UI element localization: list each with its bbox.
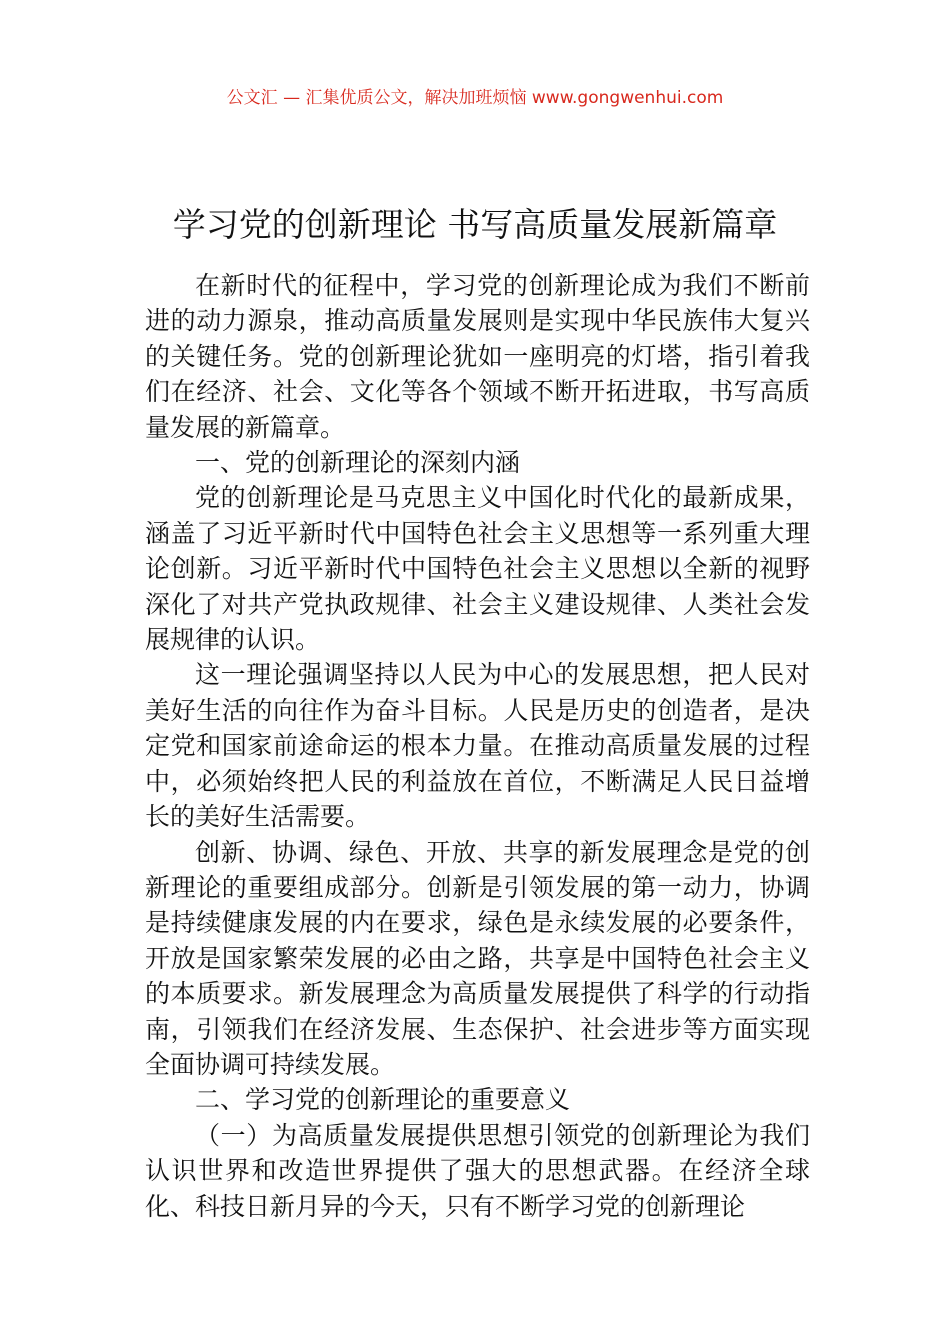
document-title: 学习党的创新理论 书写高质量发展新篇章	[172, 205, 778, 245]
section-heading-2: 二、学习党的创新理论的重要意义	[195, 1085, 571, 1115]
body-paragraph: 党的创新理论是马克思主义中国化时代化的最新成果，涵盖了习近平新时代中国特色社会主义思想等一系列重大理论创新。习近平新时代中国特色社会主义思想以全新的视野深化了对共产党执政规律、社会主义建设规律、人类社会发展规律的认识。	[145, 483, 810, 655]
intro-paragraph: 在新时代的征程中，学习党的创新理论成为我们不断前进的动力源泉，推动高质量发展则是实现中华民族伟大复兴的关键任务。党的创新理论犹如一座明亮的灯塔，指引着我们在经济、社会、文化等各个领域不断开拓进取，书写高质量发展的新篇章。	[145, 271, 810, 442]
document-body	[145, 268, 810, 1224]
body-paragraph: 这一理论强调坚持以人民为中心的发展思想，把人民对美好生活的向往作为奋斗目标。人民是历史的创造者，是决定党和国家前途命运的根本力量。在推动高质量发展的过程中，必须始终把人民的利益放在首位，不断满足人民日益增长的美好生活需要。	[145, 660, 810, 832]
header-banner: 公文汇 — 汇集优质公文，解决加班烦恼 www.gongwenhui.com	[226, 88, 724, 108]
body-paragraph: 创新、协调、绿色、开放、共享的新发展理念是党的创新理论的重要组成部分。创新是引领发展的第一动力，协调是持续健康发展的内在要求，绿色是永续发展的必要条件，开放是国家繁荣发展的必由之路，共享是中国特色社会主义的本质要求。新发展理念为高质量发展提供了科学的行动指南，引领我们在经济发展、生态保护、社会进步等方面实现全面协调可持续发展。	[145, 837, 810, 1079]
body-paragraph: （一）为高质量发展提供思想引领党的创新理论为我们认识世界和改造世界提供了强大的思想武器。在经济全球化、科技日新月异的今天，只有不断学习党的创新理论	[145, 1120, 810, 1221]
section-heading-1: 一、党的创新理论的深刻内涵	[195, 448, 521, 478]
